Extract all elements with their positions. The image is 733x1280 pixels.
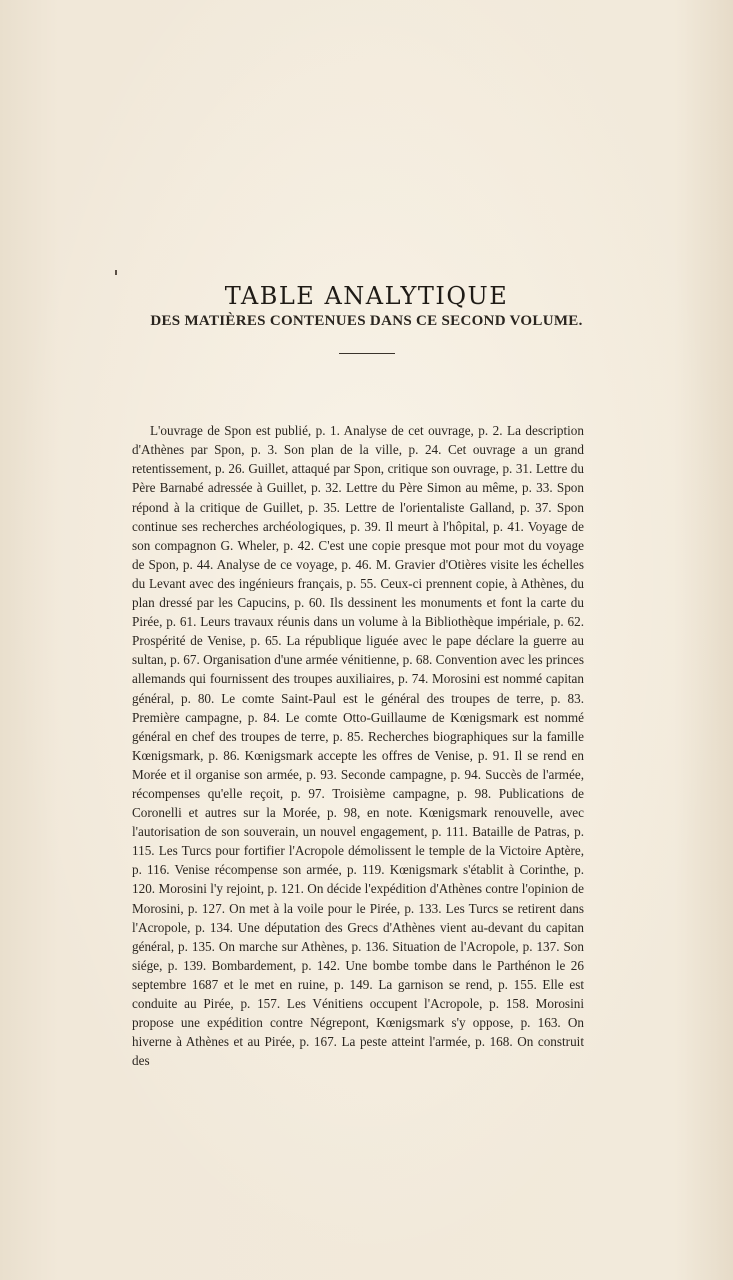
title-divider — [339, 353, 395, 354]
body-paragraph: L'ouvrage de Spon est publié, p. 1. Analyse de cet ouvrage, p. 2. La description d'Athènes par Spon, p. 3. Son plan de la ville, p. 24. Cet ouvrage a un grand retentissement, p. 26. Guillet, attaqué par Spon, critique son ouvrage, p. 31. Lettre du Père Barnabé adressée à Guillet, p. 32. Lettre du Père Simon au même, p. 33. Spon répond à la critique de Guillet, p. 35. Lettre de l'orientaliste Galland, p. 37. Spon continue ses recherches archéologiques, p. 39. Il meurt à l'hôpital, p. 41. Voyage de son compagnon G. Wheler, p. 42. C'est une copie presque mot pour mot du voyage de Spon, p. 44. Analyse de ce voyage, p. 46. M. Gravier d'Otières visite les échelles du Levant avec des ingénieurs français, p. 55. Ceux-ci prennent copie, à Athènes, du plan dressé par les Capucins, p. 60. Ils dessinent les monuments et font la carte du Pirée, p. 61. Leurs travaux réunis dans un volume à la Bibliothèque impériale, p. 62. Prospérité de Venise, p. 65. La république liguée avec le pape déclare la guerre au sultan, p. 67. Organisation d'une armée vénitienne, p. 68. Convention avec les princes allemands qui fournissent des troupes auxiliaires, p. 74. Morosini est nommé capitan général, p. 80. Le comte Saint-Paul est le général des troupes de terre, p. 83. Première campagne, p. 84. Le comte Otto-Guillaume de Kœnigsmark est nommé général en chef des troupes de terre, p. 85. Recherches biographiques sur la famille Kœnigsmark, p. 86. Kœnigsmark accepte les offres de Venise, p. 91. Il se rend en Morée et il organise son armée, p. 93. Seconde campagne, p. 94. Succès de l'armée, récompenses qu'elle reçoit, p. 97. Troisième campagne, p. 98. Publications de Coronelli et autres sur la Morée, p. 98, en note. Kœnigsmark renouvelle, avec l'autorisation de son souverain, un nouvel engagement, p. 111. Bataille de Patras, p. 115. Les Turcs pour fortifier l'Acropole démolissent le temple de la Victoire Aptère, p. 116. Venise récompense son armée, p. 119. Kœnigsmark s'établit à Corinthe, p. 120. Morosini l'y rejoint, p. 121. On décide l'expédition d'Athènes contre l'opinion de Morosini, p. 127. On met à la voile pour le Pirée, p. 133. Les Turcs se retirent dans l'Acropole, p. 134. Une députation des Grecs d'Athènes vient au-devant du capitan général, p. 135. On marche sur Athènes, p. 136. Situation de l'Acropole, p. 137. Son siége, p. 139. Bombardement, p. 142. Une bombe tombe dans le Parthénon le 26 septembre 1687 et le met en ruine, p. 149. La garnison se rend, p. 155. Elle est conduite au Pirée, p. 157. Les Vénitiens occupent l'Acropole, p. 158. Morosini propose une expédition contre Négrepont, Kœnigsmark s'y oppose, p. 163. On hiverne à Athènes et au Pirée, p. 167. La peste atteint l'armée, p. 168. On construit des — [132, 423, 584, 1069]
ink-mark — [115, 270, 117, 275]
page-title: TABLE ANALYTIQUE — [224, 282, 509, 311]
page-subtitle: DES MATIÈRES CONTENUES DANS CE SECOND VOLUME. — [150, 313, 583, 329]
